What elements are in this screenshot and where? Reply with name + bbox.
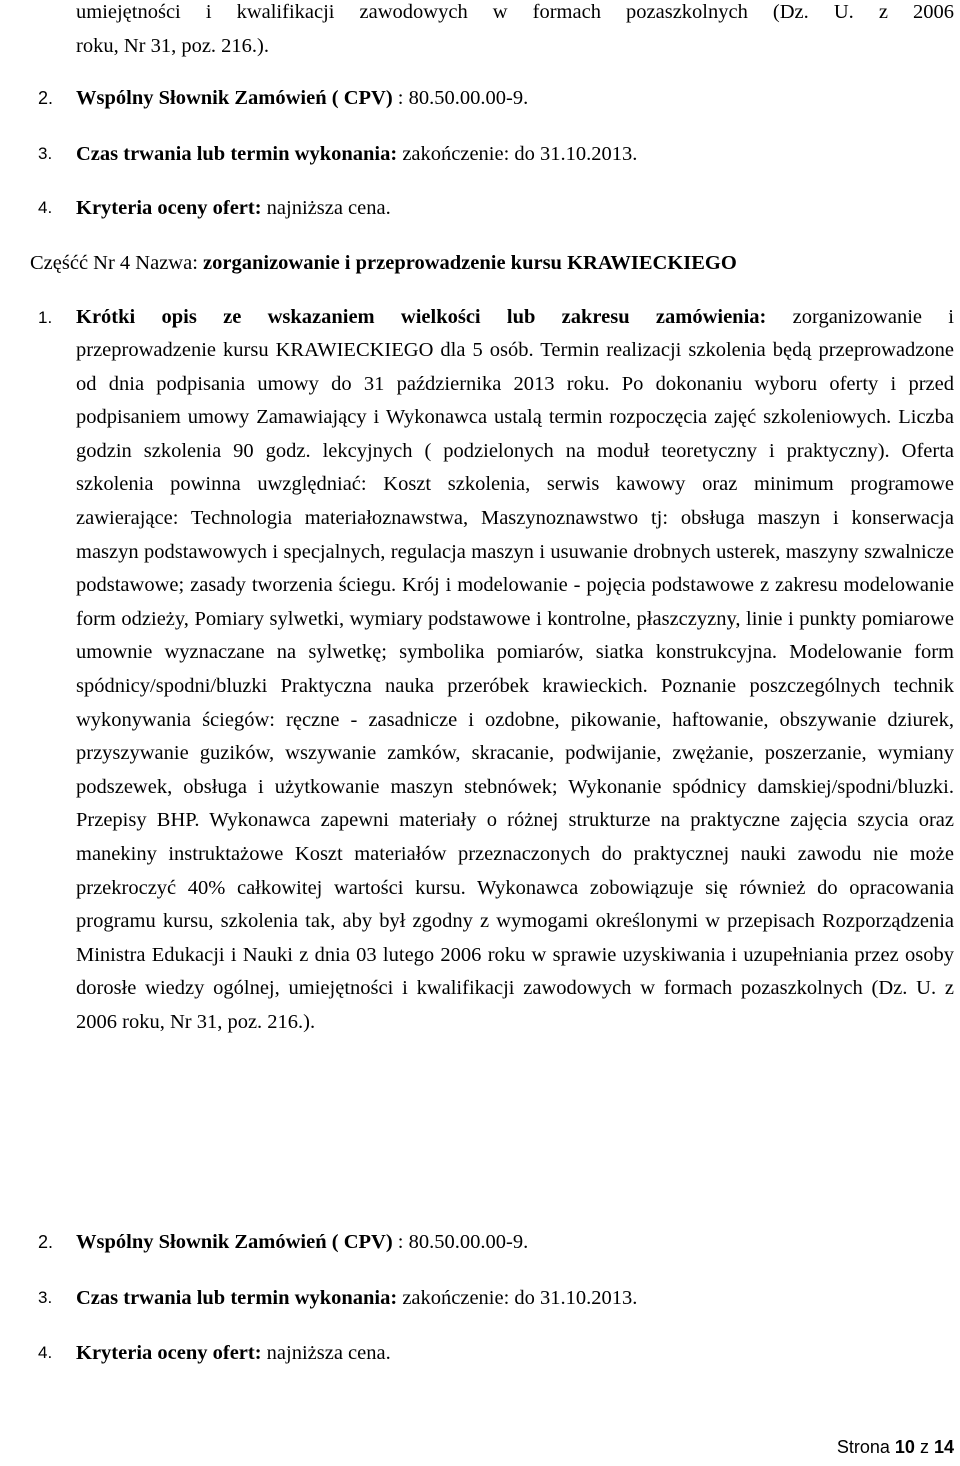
item-value: : 80.50.00.00-9.: [392, 87, 529, 109]
item-number: 4.: [38, 1343, 53, 1362]
page-number: [837, 1436, 954, 1458]
page-number-total: 14: [933, 1437, 954, 1457]
item-number: 3.: [38, 1288, 53, 1307]
item-value: najniższa cena.: [261, 197, 391, 219]
item-1-label: Krótki opis ze wskazaniem wielkości lub zakresu zamówienia:: [76, 306, 767, 328]
item-label: Czas trwania lub termin wykonania:: [76, 1287, 398, 1309]
item-1-first-line: [76, 301, 954, 335]
page-number-current: 10: [894, 1437, 915, 1457]
item-label: Wspólny Słownik Zamówień ( CPV): [76, 87, 393, 109]
item-label: Kryteria oceny ofert:: [76, 197, 262, 219]
part-heading: [30, 251, 737, 275]
item-1-number: 1.: [38, 308, 53, 327]
item-1-value: zorganizowanie i: [766, 306, 955, 328]
part-heading-prefix: Częśćć Nr 4 Nazwa:: [30, 252, 204, 274]
item-label: Wspólny Słownik Zamówień ( CPV): [76, 1231, 393, 1253]
page-number-separator: z: [914, 1437, 934, 1457]
part-heading-title: zorganizowanie i przeprowadzenie kursu KRAWIECKIEGO: [203, 252, 737, 274]
item-value: zakończenie: do 31.10.2013.: [397, 1287, 638, 1309]
continuation-line-1: umiejętności i kwalifikacji zawodowych w formach pozaszkolnych (Dz. U. z 2006: [76, 1, 954, 23]
item-value: zakończenie: do 31.10.2013.: [397, 143, 638, 165]
item-number: 3.: [38, 144, 53, 163]
item-value: : 80.50.00.00-9.: [392, 1231, 529, 1253]
item-label: Czas trwania lub termin wykonania:: [76, 143, 398, 165]
continuation-line-2: roku, Nr 31, poz. 216.).: [76, 35, 270, 57]
item-1-body: przeprowadzenie kursu KRAWIECKIEGO dla 5 osób. Termin realizacji szkolenia będą przeprowadzone od dnia podpisania umowy do 31 października 2013 roku. Po dokonaniu wyboru oferty i przed podpisaniem umowy Zamawiający i Wykonawca ustalą termin rozpoczęcia zajęć szkoleniowych. Liczba godzin szkolenia 90 godz. lekcyjnych ( podzielonych na moduł teoretyczny i praktyczny). Oferta szkolenia powinna uwzględniać: Koszt szkolenia, serwis kawowy oraz minimum programowe zawierające: Technologia materiałoznawstwa, Maszynoznawstwo tj: obsługa maszyn i konserwacja maszyn podstawowych i specjalnych, regulacja maszyn i usuwanie drobnych usterek, maszyny szwalnicze podstawowe; zasady tworzenia ściegu. Krój i modelowanie - pojęcia podstawowe z zakresu modelowanie form odzieży, Pomiary sylwetki, wymiary podstawowe i kontrolne, płaszczyzny, linie i punkty pomiarowe umownie wyznaczane na sylwetkę; symbolika pomiarów, siatka konstrukcyjna. Modelowanie form spódnicy/spodni/bluzki Praktyczna nauka przeróbek krawieckich. Poznanie poszczególnych technik wykonywania ściegów: ręczne - zasadnicze i ozdobne, pikowanie, haftowanie, obszywanie dziurek, przyszywanie guzików, wszywanie zamków, skracanie, podwijanie, zwężanie, poszerzanie, wymiany podszewek, obsługa i użytkowanie maszyn stebnówek; Wykonanie spódnicy damskiej/spodni/bluzki. Przepisy BHP. Wykonawca zapewni materiały o różnej strukturze na praktyczne zajęcia szycia oraz manekiny instruktażowe Koszt materiałów przeznaczonych do praktycznej nauki zawodu nie może przekroczyć 40% całkowitej wartości kursu. Wykonawca zobowiązuje się również do opracowania programu kursu, szkolenia tak, aby był zgodny z wymogami określonymi w przepisach Rozporządzenia Ministra Edukacji i Nauki z dnia 03 lutego 2006 roku w sprawie uzyskiwania i uzupełniania przez osoby dorosłe wiedzy ogólnej, umiejętności i kwalifikacji zawodowych w formach pozaszkolnych (Dz. U. z 2006 roku, Nr 31, poz. 216.).: [76, 339, 954, 1033]
item-label: Kryteria oceny ofert:: [76, 1342, 262, 1364]
item-number: 4.: [38, 198, 53, 217]
page-number-prefix: Strona: [836, 1437, 895, 1457]
item-value: najniższa cena.: [261, 1342, 391, 1364]
item-number: 2.: [38, 1232, 54, 1252]
item-number: 2.: [38, 88, 54, 108]
